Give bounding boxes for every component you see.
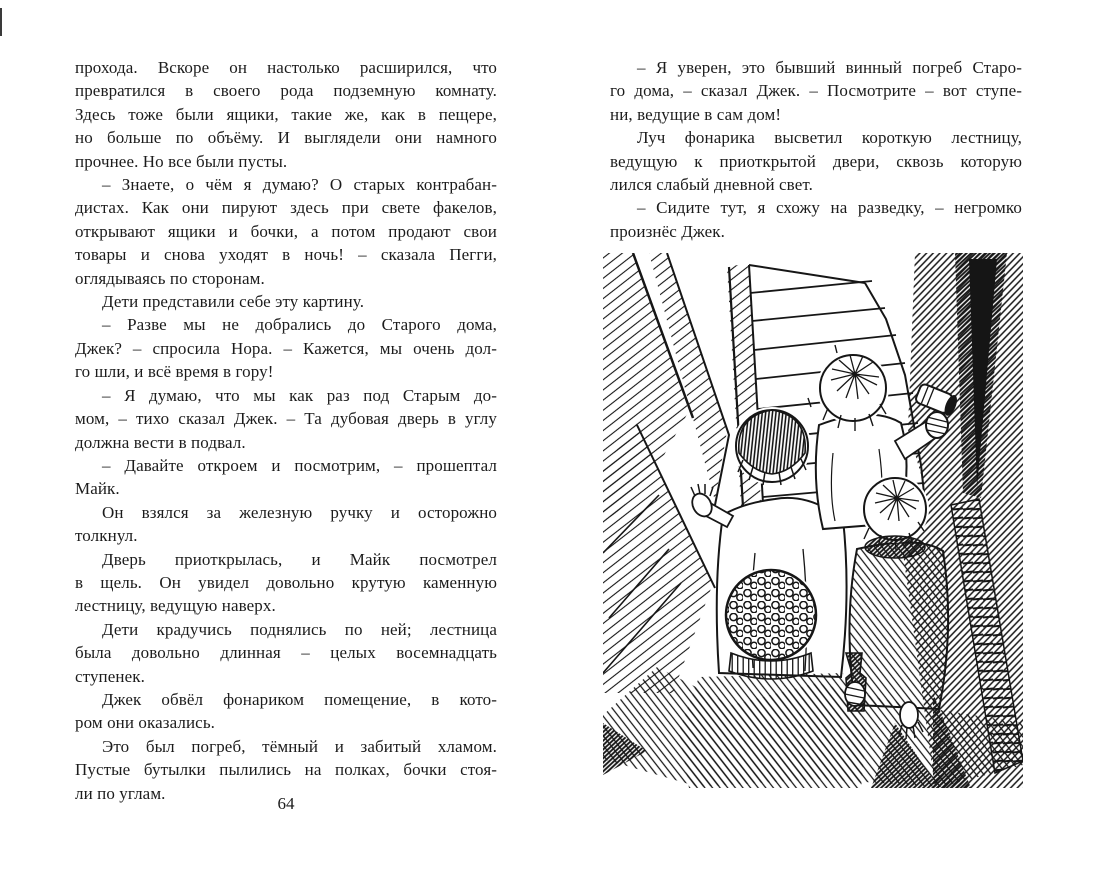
text-line: ведущую к приоткрытой двери, сквозь которую xyxy=(610,151,1022,171)
text-line: ни, ведущие в сам дом! xyxy=(610,104,782,124)
paragraph xyxy=(75,290,497,313)
text-line: толкнул. xyxy=(75,526,138,546)
text-line: Здесь тоже были ящики, такие же, как в пещере, xyxy=(75,104,497,124)
text-line: прохода. Вскоре он настолько расширился, что xyxy=(75,58,497,77)
text-line: Джек обвёл фонариком помещение, в кото- xyxy=(102,689,497,709)
text-line: прочнее. Но все были пусты. xyxy=(75,151,288,171)
paragraph xyxy=(75,173,497,290)
text-line: ли по углам. xyxy=(75,783,166,803)
text-line: Луч фонарика высветил короткую лестницу, xyxy=(637,128,1022,148)
paragraph xyxy=(75,384,497,454)
text-line: Дети представили себе эту картину. xyxy=(102,292,365,312)
paragraph xyxy=(75,548,497,618)
paragraph xyxy=(75,454,497,501)
paragraph xyxy=(75,56,497,173)
paragraph xyxy=(610,126,1022,196)
right-page-text xyxy=(610,56,1022,243)
paragraph xyxy=(610,196,1022,243)
text-line: Это был погреб, тёмный и забитый хламом. xyxy=(102,736,497,756)
text-line: Он взялся за железную ручку и осторожно xyxy=(102,502,497,522)
paragraph xyxy=(75,501,497,548)
text-line: Дети крадучись поднялись по ней; лестница xyxy=(102,619,497,639)
text-line: Пустые бутылки пылились на полках, бочки стоя- xyxy=(75,760,497,780)
page-number: 64 xyxy=(277,794,295,813)
scan-edge-artifact xyxy=(0,8,2,36)
text-line: но больше по объёму. И выглядели они намного xyxy=(75,128,497,148)
text-line: – Знаете, о чём я думаю? О старых контрабан- xyxy=(102,175,497,195)
text-line: была довольно длинная – целых восемнадцать xyxy=(75,643,497,663)
text-line: – Я думаю, что мы как раз под Старым до- xyxy=(102,385,497,405)
text-line: лестницу, ведущую наверх. xyxy=(75,596,276,616)
text-line: мом, – тихо сказал Джек. – Та дубовая дверь в углу xyxy=(75,409,497,429)
text-line: Джек? – спросила Нора. – Кажется, мы очень дол- xyxy=(75,338,497,358)
paragraph xyxy=(610,56,1022,126)
text-line: – Я уверен, это бывший винный погреб Старо- xyxy=(637,58,1022,77)
text-line: го дома, – сказал Джек. – Посмотрите – вот ступе- xyxy=(610,81,1022,101)
text-line: – Разве мы не добрались до Старого дома, xyxy=(102,315,497,335)
paragraph xyxy=(75,313,497,383)
text-line: ступенек. xyxy=(75,666,145,686)
text-line: лился слабый дневной свет. xyxy=(610,175,813,195)
left-page-text xyxy=(75,56,497,805)
text-line: дистах. Как они пируют здесь при свете факелов, xyxy=(75,198,497,218)
paragraph xyxy=(75,688,497,735)
text-line: превратился в своего рода подземную комнату. xyxy=(75,81,497,101)
children-climbing-stairs-illustration xyxy=(603,253,1023,788)
text-line: произнёс Джек. xyxy=(610,221,725,241)
text-line: ром они оказались. xyxy=(75,713,216,733)
paragraph xyxy=(75,618,497,688)
text-line: – Сидите тут, я схожу на разведку, – негромко xyxy=(637,198,1022,218)
text-line: должна вести в подвал. xyxy=(75,432,246,452)
text-line: товары и снова уходят в ночь! – сказала Пегги, xyxy=(75,245,497,265)
text-line: – Давайте откроем и посмотрим, – прошептал xyxy=(102,455,497,475)
text-line: Дверь приоткрылась, и Майк посмотрел xyxy=(102,549,497,569)
text-line: в щель. Он увидел довольно крутую каменную xyxy=(75,572,497,592)
text-line: открывают ящики и бочки, а потом продают свои xyxy=(75,221,497,241)
text-line: Майк. xyxy=(75,479,120,499)
text-line: го шли, и всё время в гору! xyxy=(75,362,274,382)
ink-drawing xyxy=(603,253,1023,788)
text-line: оглядываясь по сторонам. xyxy=(75,268,265,288)
